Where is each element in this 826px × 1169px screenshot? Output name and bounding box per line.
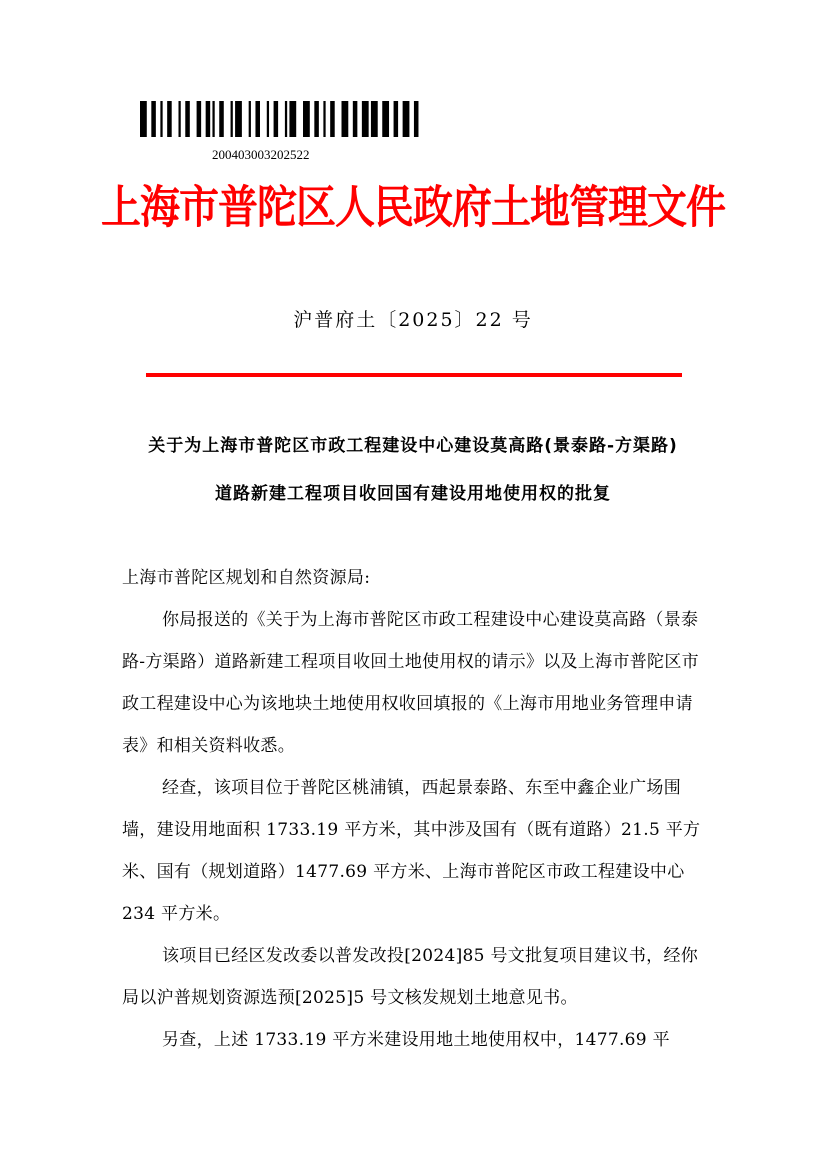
barcode — [140, 101, 423, 137]
barcode-bar — [342, 101, 349, 137]
barcode-bar — [267, 101, 269, 137]
barcode-bar — [323, 101, 325, 137]
paragraph-text: 该项目已经区发改委以普发改投[2024]85 号文批复项目建议书，经你局以沪普规划资源选预[2025]5 号文核发规划土地意见书。 — [122, 946, 699, 1008]
body-paragraph-4 — [122, 1019, 702, 1061]
document-number: 沪普府土〔2025〕22 号 — [293, 309, 533, 331]
barcode-bar — [274, 101, 279, 137]
barcode-bar — [394, 101, 399, 137]
barcode-bar — [167, 101, 172, 137]
barcode-bar — [303, 101, 310, 137]
barcode-bar — [353, 101, 358, 137]
document-title-line-2: 道路新建工程项目收回国有建设用地使用权的批复 — [215, 484, 611, 504]
document-title-line-1: 关于为上海市普陀区市政工程建设中心建设莫高路(景泰路-方渠路) — [148, 436, 678, 456]
barcode-bar — [140, 101, 147, 137]
barcode-bar — [255, 101, 260, 137]
barcode-bar — [206, 101, 211, 137]
barcode-bar — [314, 101, 319, 137]
agency-title: 上海市普陀区人民政府土地管理文件 — [101, 180, 725, 234]
body-paragraph-1 — [122, 599, 702, 767]
paragraph-text: 经查，该项目位于普陀区桃浦镇，西起景泰路、东至中鑫企业广场围墙，建设用地面积 1733.19 平方米，其中涉及国有（既有道路）21.5 平方米、国有（规划道路）1477.69 平方米、上海市普陀区市政工程建设中心 234 平方米。 — [122, 778, 701, 924]
barcode-bar — [151, 101, 156, 137]
barcode-bar — [382, 101, 389, 137]
barcode-bar — [414, 101, 419, 137]
addressee: 上海市普陀区规划和自然资源局: — [122, 568, 371, 588]
barcode-bar — [219, 101, 224, 137]
paragraph-text: 另查，上述 1733.19 平方米建设用地土地使用权中，1477.69 平 — [162, 1030, 670, 1050]
barcode-bar — [285, 101, 287, 137]
body-paragraph-2 — [122, 767, 702, 935]
body-paragraph-3 — [122, 935, 702, 1019]
red-divider-rule — [146, 373, 682, 377]
barcode-bar — [212, 101, 214, 137]
barcode-bar — [185, 101, 190, 137]
barcode-bar — [231, 101, 233, 137]
barcode-bar — [235, 101, 242, 137]
paragraph-text: 你局报送的《关于为上海市普陀区市政工程建设中心建设莫高路（景泰路-方渠路）道路新建工程项目收回土地使用权的请示》以及上海市普陀区市政工程建设中心为该地块土地使用权收回填报的《上海市用地业务管理申请表》和相关资料收悉。 — [122, 610, 699, 756]
barcode-number: 200403003202522 — [212, 147, 310, 162]
barcode-bar — [249, 101, 251, 137]
barcode-bar — [362, 101, 369, 137]
barcode-bar — [403, 101, 410, 137]
barcode-bar — [178, 101, 180, 137]
barcode-bar — [289, 101, 296, 137]
barcode-bar — [160, 101, 162, 137]
barcode-bar — [197, 101, 202, 137]
barcode-bar — [330, 101, 335, 137]
barcode-bar — [371, 101, 378, 137]
